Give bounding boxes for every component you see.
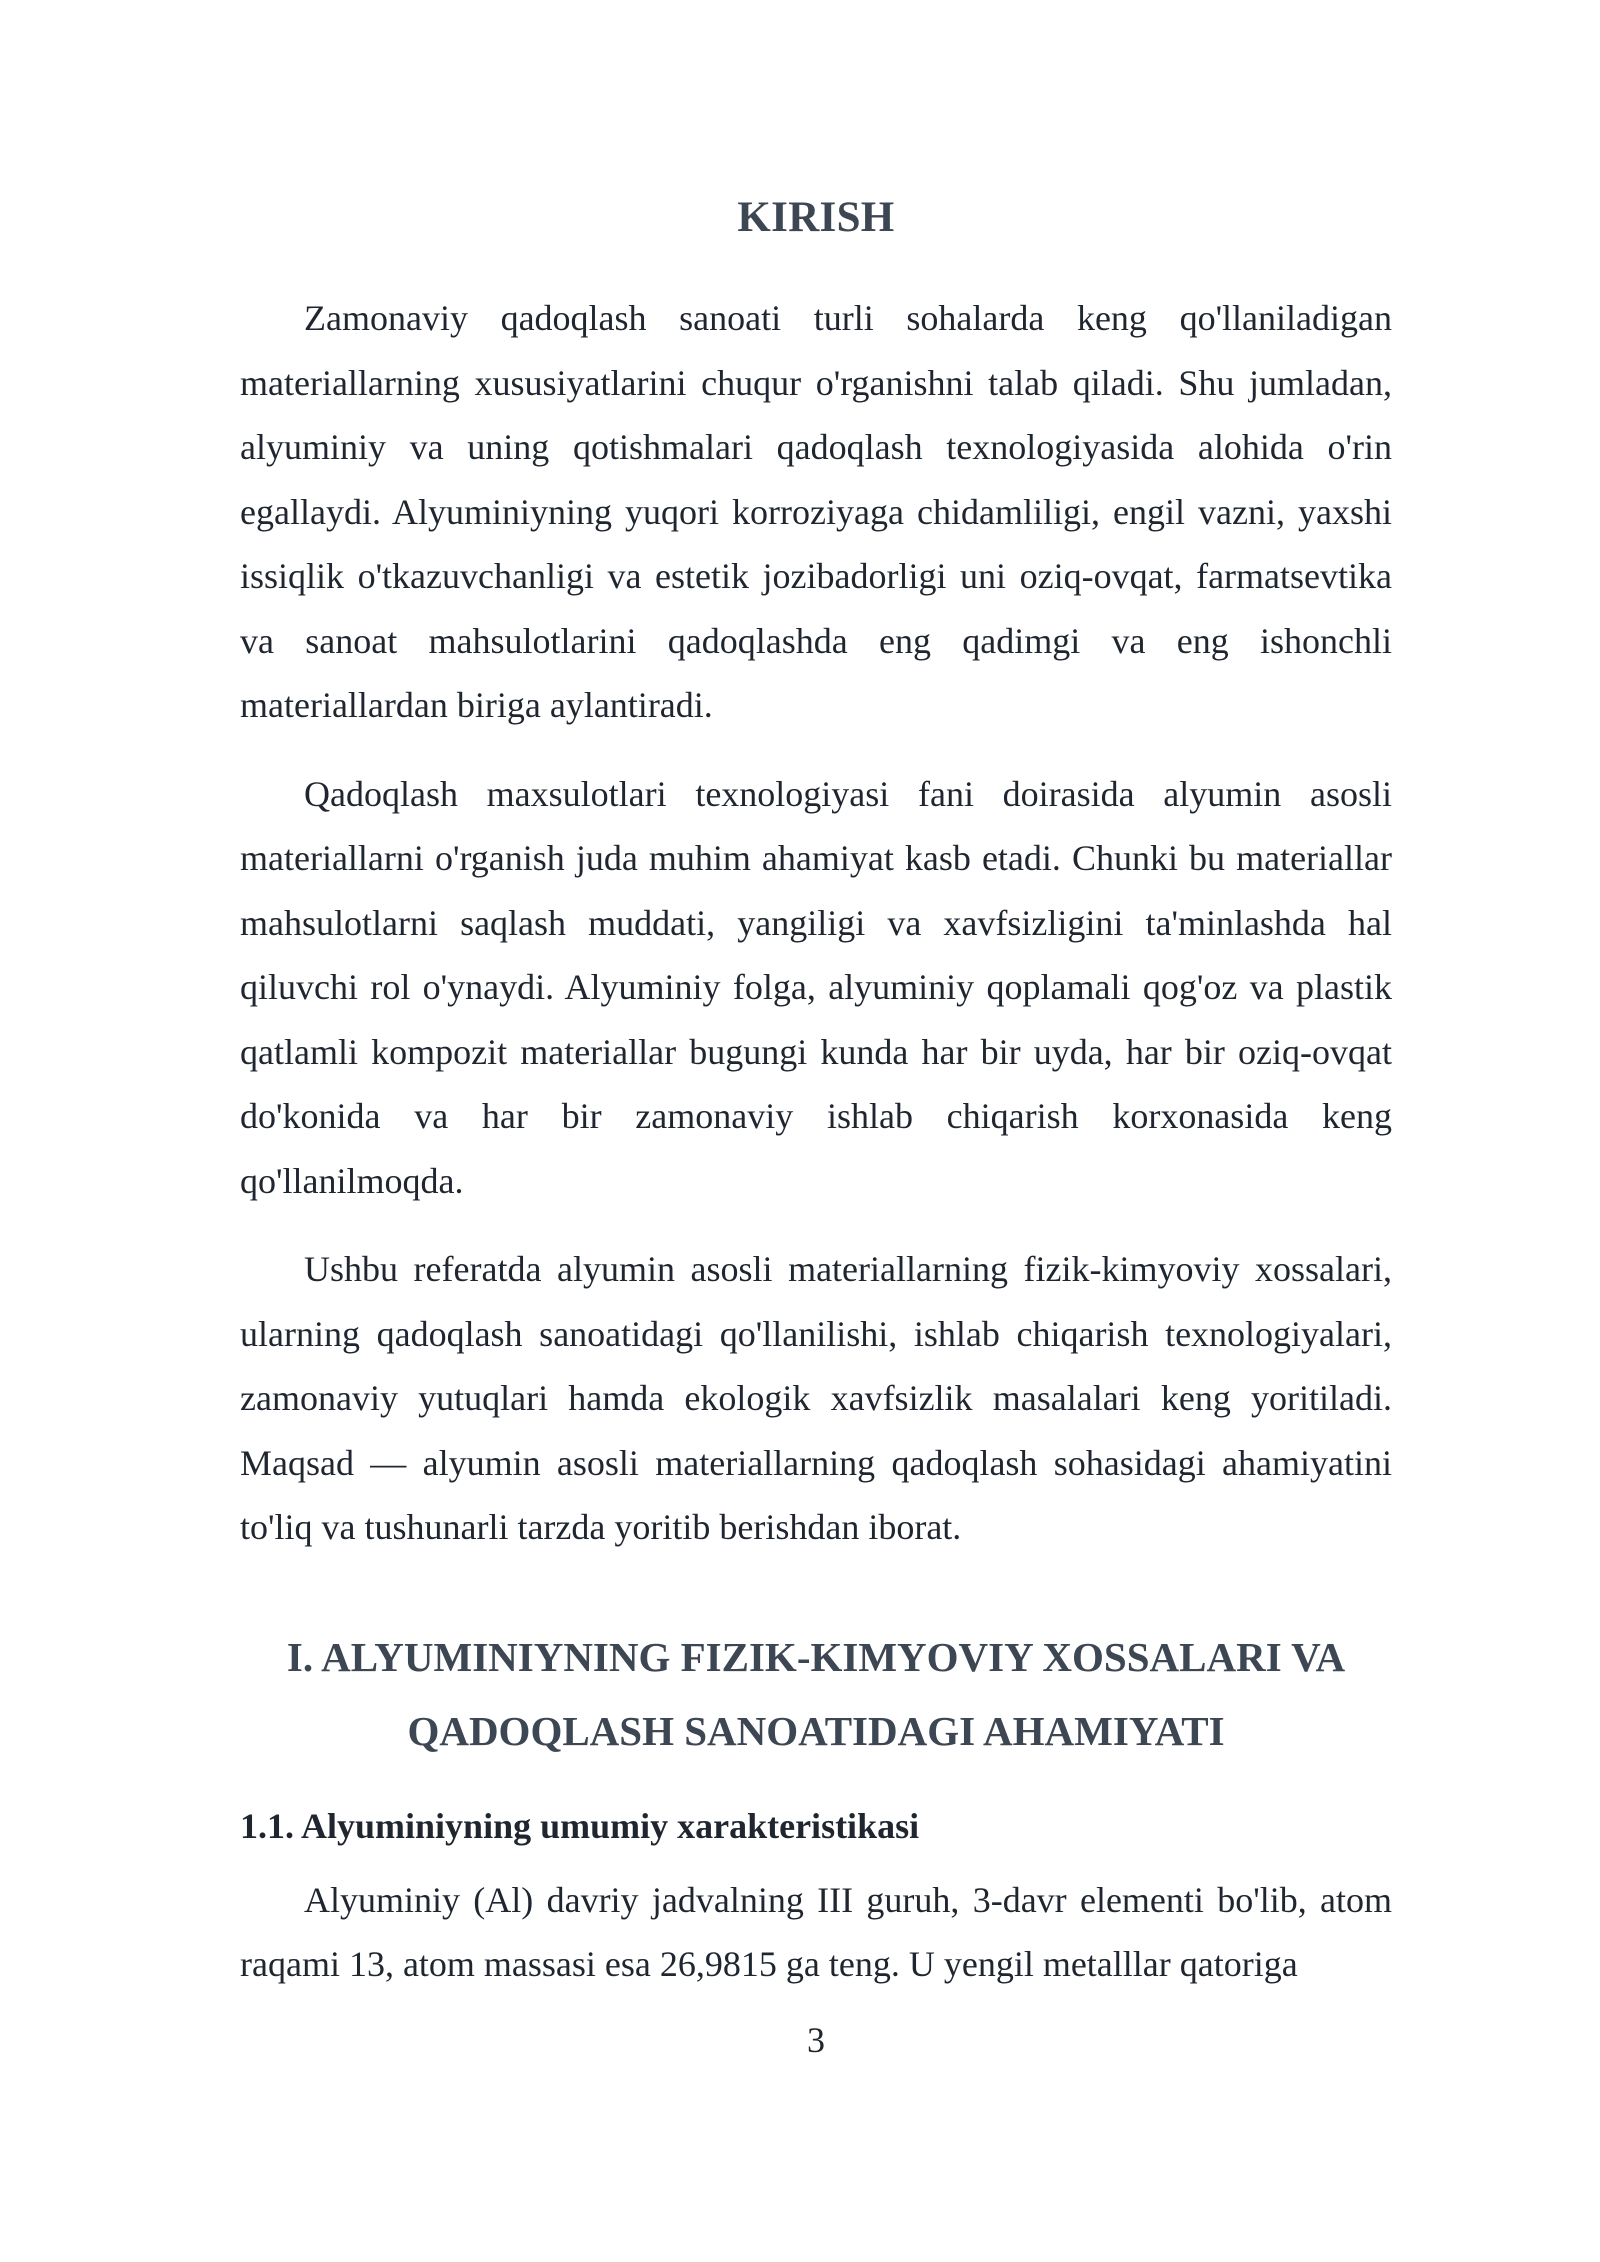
intro-paragraph-2: Qadoqlash maxsulotlari texnologiyasi fani doirasida alyumin asosli materiallarni o'rganish juda muhim ahamiyat kasb etadi. Chunki bu materiallar mahsulotlarni saqlash muddati, yangiligi va xavfsizligini ta'minlashda hal qiluvchi rol o'ynaydi. Alyuminiy folga, alyuminiy qoplamali qog'oz va plastik qatlamli kompozit materiallar bugungi kunda har bir uyda, har bir oziq-ovqat do'konida va har bir zamonaviy ishlab chiqarish korxonasida keng qo'llanilmoqda.: [240, 773, 1392, 1201]
section-heading-line-2: QADOQLASH SANOATIDAGI AHAMIYATI: [407, 1707, 1225, 1754]
section-heading-line-1: I. ALYUMINIYNING FIZIK-KIMYOVIY XOSSALARI VA: [286, 1633, 1346, 1680]
subsection-heading: 1.1. Alyuminiyning umumiy xarakteristikasi: [240, 1805, 920, 1846]
intro-paragraph-1: Zamonaviy qadoqlash sanoati turli sohalarda keng qo'llaniladigan materiallarning xususiyatlarini chuqur o'rganishni talab qiladi. Shu jumladan, alyuminiy va uning qotishmalari qadoqlash texnologiyasida alohida o'rin egallaydi. Alyuminiyning yuqori korroziyaga chidamliligi, engil vazni, yaxshi issiqlik o'tkazuvchanligi va estetik jozibadorligi uni oziq-ovqat, farmatsevtika va sanoat mahsulotlarini qadoqlashda eng qadimgi va eng ishonchli materiallardan biriga aylantiradi.: [240, 298, 1392, 725]
page-content: [240, 186, 1392, 2021]
intro-paragraph-3: Ushbu referatda alyumin asosli materiallarning fizik-kimyoviy xossalari, ularning qadoqlash sanoatidagi qo'llanilishi, ishlab chiqarish texnologiyalari, zamonaviy yutuqlari hamda ekologik xavfsizlik masalalari keng yoritiladi. Maqsad — alyumin asosli materiallarning qadoqlash sohasidagi ahamiyatini to'liq va tushunarli tarzda yoritib berishdan iborat.: [240, 1249, 1392, 1547]
subsection-paragraph: Alyuminiy (Al) davriy jadvalning III guruh, 3-davr elementi bo'lib, atom raqami 13, atom massasi esa 26,9815 ga teng. U yengil metalllar qatoriga: [240, 1879, 1392, 1984]
page-title: KIRISH: [737, 194, 895, 241]
section-heading: [240, 1620, 1392, 1768]
page-number: 3: [807, 2020, 825, 2060]
